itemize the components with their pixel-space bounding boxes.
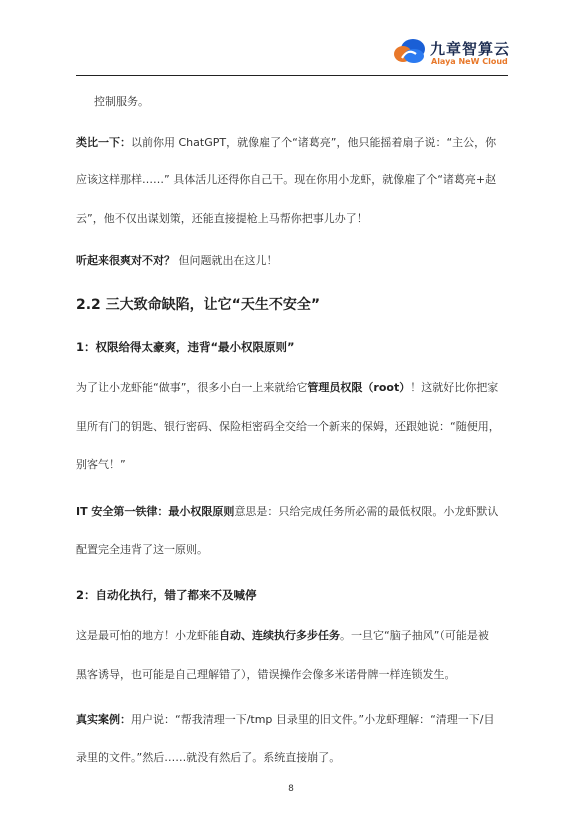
case-lead: 真实案例： [76, 713, 131, 726]
analogy-text-3: 云”，他不仅出谋划策，还能直接提枪上马帮你把事儿办了！ [76, 212, 368, 225]
question-rest: 但问题就出在这儿！ [175, 254, 278, 267]
cloud-logo-icon [393, 36, 427, 66]
privilege-text-3: 别客气！” [76, 458, 126, 471]
header-divider [76, 75, 508, 76]
security-rule-line2 [76, 542, 508, 557]
paragraph-continuation [94, 94, 526, 109]
case-paragraph-line2 [76, 750, 508, 765]
privilege-text-2: 里所有门的钥匙、银行密码、保险柜密码全交给一个新来的保姆，还跟她说：“随便用， [76, 420, 500, 433]
page-number: 8 [288, 784, 294, 794]
analogy-paragraph-line2 [76, 172, 508, 187]
automation-emphasis: 自动、连续执行多步任务 [219, 629, 340, 642]
subheading-automation: 2：自动化执行，错了都来不及喊停 [76, 588, 257, 602]
brand-logo [393, 34, 543, 74]
security-rule-text-2: 配置完全违背了这一原则。 [76, 543, 208, 556]
privilege-paragraph-line2 [76, 419, 508, 434]
security-rule-lead: IT 安全第一铁律：最小权限原则 [76, 505, 235, 518]
subheading-privilege: 1：权限给得太豪爽，违背“最小权限原则” [76, 340, 295, 354]
analogy-paragraph-line3 [76, 211, 508, 226]
automation-text-2: 黑客诱导，也可能是自己理解错了），错误操作会像多米诺骨牌一样连锁发生。 [76, 668, 456, 681]
analogy-paragraph-line1 [76, 135, 508, 150]
privilege-paragraph-line3 [76, 457, 508, 472]
case-text-2: 录里的文件。”然后……就没有然后了。系统直接崩了。 [76, 751, 341, 764]
privilege-text-c: ！这就好比你把家 [410, 381, 499, 394]
case-paragraph-line1 [76, 712, 508, 727]
automation-paragraph-line2 [76, 667, 508, 682]
security-rule-text-1: 意思是：只给完成任务所必需的最低权限。小龙虾默认 [234, 505, 499, 518]
analogy-lead: 类比一下： [76, 136, 131, 149]
analogy-text-1: 以前你用 ChatGPT，就像雇了个“诸葛亮”，他只能摇着扇子说：“主公，你 [131, 136, 497, 149]
section-heading-2-2: 2.2 三大致命缺陷，让它“天生不安全” [76, 297, 321, 313]
automation-text-a: 这是最可怕的地方！小龙虾能 [76, 629, 219, 642]
case-text-1: 用户说：“帮我清理一下/tmp 目录里的旧文件。”小龙虾理解：“清理一下/目 [131, 713, 495, 726]
analogy-text-2: 应该这样那样……” 具体活儿还得你自己干。现在你用小龙虾，就像雇了个“诸葛亮+赵 [76, 173, 497, 186]
privilege-paragraph-line1 [76, 380, 508, 395]
question-lead: 听起来很爽对不对？ [76, 254, 175, 267]
logo-en-text: Alaya NeW Cloud [431, 57, 508, 66]
automation-paragraph-line1 [76, 628, 508, 643]
privilege-text-a: 为了让小龙虾能“做事”，很多小白一上来就给它 [76, 381, 308, 394]
automation-text-c: 。一旦它“脑子抽风”（可能是被 [340, 629, 489, 642]
logo-cn-text: 九章智算云 [430, 40, 511, 58]
security-rule-line1 [76, 504, 508, 519]
paragraph-text: 控制服务。 [94, 95, 149, 108]
question-paragraph [76, 253, 508, 268]
root-permission-emphasis: 管理员权限（root） [307, 381, 411, 394]
